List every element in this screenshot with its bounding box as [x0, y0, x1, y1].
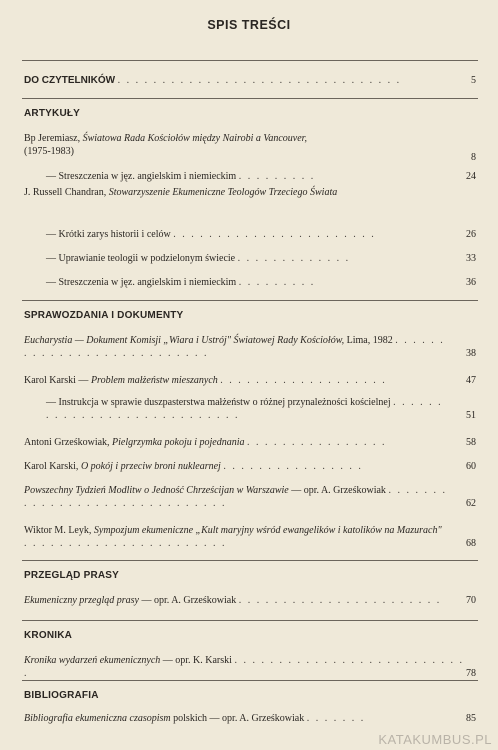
toc-entry[interactable]: Ekumeniczny przegląd prasy — opr. A. Grześkowiak . . . . . . . . . . . . . . . . . . . . . . . 70: [24, 595, 476, 606]
page-number: 85: [466, 713, 476, 724]
page-number: 38: [466, 348, 476, 359]
toc-entry[interactable]: Bp Jeremiasz, Światowa Rada Kościołów między Nairobi a Vancouver, (1975-1983) 8: [24, 133, 476, 163]
section-heading-artykuly: ARTYKUŁY: [24, 108, 81, 119]
page-number: 5: [471, 75, 476, 86]
page-number: 36: [466, 277, 476, 288]
page-number: 68: [466, 538, 476, 549]
toc-entry[interactable]: Antoni Grześkowiak, Pielgrzymka pokoju i pojednania . . . . . . . . . . . . . . . . 58: [24, 437, 476, 448]
toc-entry[interactable]: — Krótki zarys historii i celów . . . . . . . . . . . . . . . . . . . . . . . 26: [46, 229, 476, 240]
divider: [22, 300, 478, 301]
toc-entry[interactable]: Powszechny Tydzień Modlitw o Jedność Chrześcijan w Warszawie — opr. A. Grześkowiak . . . . . . . . . . . . . . . . . . . . . . . . . . . . . . 62: [24, 485, 476, 509]
page-number: 26: [466, 229, 476, 240]
page-number: 70: [466, 595, 476, 606]
section-heading-sprawozdania: SPRAWOZDANIA I DOKUMENTY: [24, 310, 184, 321]
divider: [22, 560, 478, 561]
page-number: 58: [466, 437, 476, 448]
toc-entry-czytelnicy[interactable]: DO CZYTELNIKÓW . . . . . . . . . . . . . . . . . . . . . . . . . . . . . . . . 5: [24, 75, 476, 86]
divider: [22, 60, 478, 61]
toc-entry[interactable]: J. Russell Chandran, Stowarzyszenie Ekumeniczne Teologów Trzeciego Świata: [24, 187, 338, 198]
page-number: 47: [466, 375, 476, 386]
divider: [22, 680, 478, 681]
page-number: 8: [471, 152, 476, 163]
toc-entry[interactable]: Wiktor M. Leyk, Sympozjum ekumeniczne „Kult maryjny wśród ewangelików i katolików na Mazurach" . . . . . . . . . . . . . . . . . . . . . . . 68: [24, 525, 476, 549]
section-heading-kronika: KRONIKA: [24, 630, 73, 641]
toc-entry[interactable]: Karol Karski, O pokój i przeciw broni nuklearnej . . . . . . . . . . . . . . . . 60: [24, 461, 476, 472]
toc-entry[interactable]: — Uprawianie teologii w podzielonym świecie . . . . . . . . . . . . . 33: [46, 253, 476, 264]
toc-entry[interactable]: — Streszczenia w jęz. angielskim i niemieckim . . . . . . . . . 24: [46, 171, 476, 182]
toc-entry[interactable]: Karol Karski — Problem małżeństw mieszanych . . . . . . . . . . . . . . . . . . . 47: [24, 375, 476, 386]
divider: [22, 98, 478, 99]
section-heading-prasa: PRZEGLĄD PRASY: [24, 570, 120, 581]
page-number: 51: [466, 410, 476, 421]
section-heading-bibliografia: BIBLIOGRAFIA: [24, 690, 99, 701]
page-number: 33: [466, 253, 476, 264]
page-title: SPIS TREŚCI: [207, 18, 291, 32]
watermark: KATAKUMBUS.PL: [378, 732, 492, 747]
page-number: 24: [466, 171, 476, 182]
page-number: 62: [466, 498, 476, 509]
toc-entry[interactable]: Bibliografia ekumeniczna czasopism polskich — opr. A. Grześkowiak . . . . . . . 85: [24, 713, 476, 724]
section-heading-czytelnicy: DO CZYTELNIKÓW: [24, 75, 116, 86]
toc-entry[interactable]: — Instrukcja w sprawie duszpasterstwa małżeństw o różnej przynależności kościelnej . . . . . . . . . . . . . . . . . . . . . . . . . . . . 51: [46, 397, 476, 421]
page-number: 60: [466, 461, 476, 472]
toc-entry[interactable]: Kronika wydarzeń ekumenicznych — opr. K. Karski . . . . . . . . . . . . . . . . . . . . . . . . . . . 78: [24, 655, 476, 679]
toc-entry[interactable]: Eucharystia — Dokument Komisji „Wiara i Ustrój" Światowej Rady Kościołów, Lima, 1982 . . . . . . . . . . . . . . . . . . . . . . . . . . . 38: [24, 335, 476, 359]
page-number: 78: [466, 668, 476, 679]
divider: [22, 620, 478, 621]
toc-entry[interactable]: — Streszczenia w jęz. angielskim i niemieckim . . . . . . . . . 36: [46, 277, 476, 288]
